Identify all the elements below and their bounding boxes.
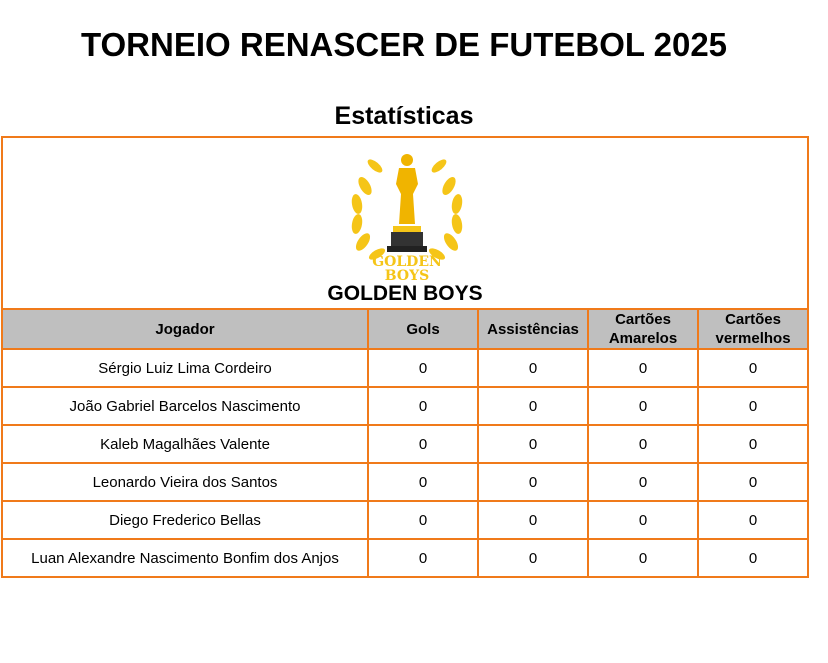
yellow-cards-value: 0 — [588, 349, 698, 387]
player-name: Kaleb Magalhães Valente — [2, 425, 368, 463]
yellow-cards-value: 0 — [588, 425, 698, 463]
yellow-cards-value: 0 — [588, 387, 698, 425]
trophy-laurel-icon — [347, 146, 467, 286]
player-name: Leonardo Vieira dos Santos — [2, 463, 368, 501]
goals-value: 0 — [368, 501, 478, 539]
table-row — [2, 463, 808, 501]
header-jogador: Jogador — [2, 309, 368, 349]
team-logo — [347, 146, 467, 286]
goals-value: 0 — [368, 387, 478, 425]
player-name: João Gabriel Barcelos Nascimento — [2, 387, 368, 425]
team-row — [2, 137, 808, 309]
table-row — [2, 349, 808, 387]
player-name: Diego Frederico Bellas — [2, 501, 368, 539]
assists-value: 0 — [478, 539, 588, 577]
logo-text-boys: BOYS — [384, 268, 430, 284]
yellow-cards-value: 0 — [588, 501, 698, 539]
red-cards-value: 0 — [698, 425, 808, 463]
logo-text-golden: GOLDEN — [372, 254, 442, 270]
header-assistencias: Assistências — [478, 309, 588, 349]
page-title: TORNEIO RENASCER DE FUTEBOL 2025 — [80, 26, 728, 63]
red-cards-value: 0 — [698, 349, 808, 387]
header-cartoes-vermelhos: Cartões vermelhos — [698, 309, 808, 349]
assists-value: 0 — [478, 463, 588, 501]
red-cards-value: 0 — [698, 539, 808, 577]
goals-value: 0 — [368, 425, 478, 463]
red-cards-value: 0 — [698, 501, 808, 539]
table-row — [2, 501, 808, 539]
team-name: GOLDEN BOYS — [327, 282, 483, 305]
player-name: Luan Alexandre Nascimento Bonfim dos Anjos — [2, 539, 368, 577]
assists-value: 0 — [478, 501, 588, 539]
yellow-cards-value: 0 — [588, 463, 698, 501]
header-cartoes-amarelos: Cartões Amarelos — [588, 309, 698, 349]
red-cards-value: 0 — [698, 463, 808, 501]
table-row — [2, 539, 808, 577]
goals-value: 0 — [368, 349, 478, 387]
table-row — [2, 425, 808, 463]
table-row — [2, 387, 808, 425]
player-name: Sérgio Luiz Lima Cordeiro — [2, 349, 368, 387]
goals-value: 0 — [368, 463, 478, 501]
header-row — [2, 309, 808, 349]
assists-value: 0 — [478, 349, 588, 387]
assists-value: 0 — [478, 425, 588, 463]
statistics-table — [1, 136, 809, 578]
assists-value: 0 — [478, 387, 588, 425]
team-cell — [2, 137, 808, 309]
goals-value: 0 — [368, 539, 478, 577]
header-gols: Gols — [368, 309, 478, 349]
section-subtitle: Estatísticas — [334, 102, 474, 130]
yellow-cards-value: 0 — [588, 539, 698, 577]
red-cards-value: 0 — [698, 387, 808, 425]
